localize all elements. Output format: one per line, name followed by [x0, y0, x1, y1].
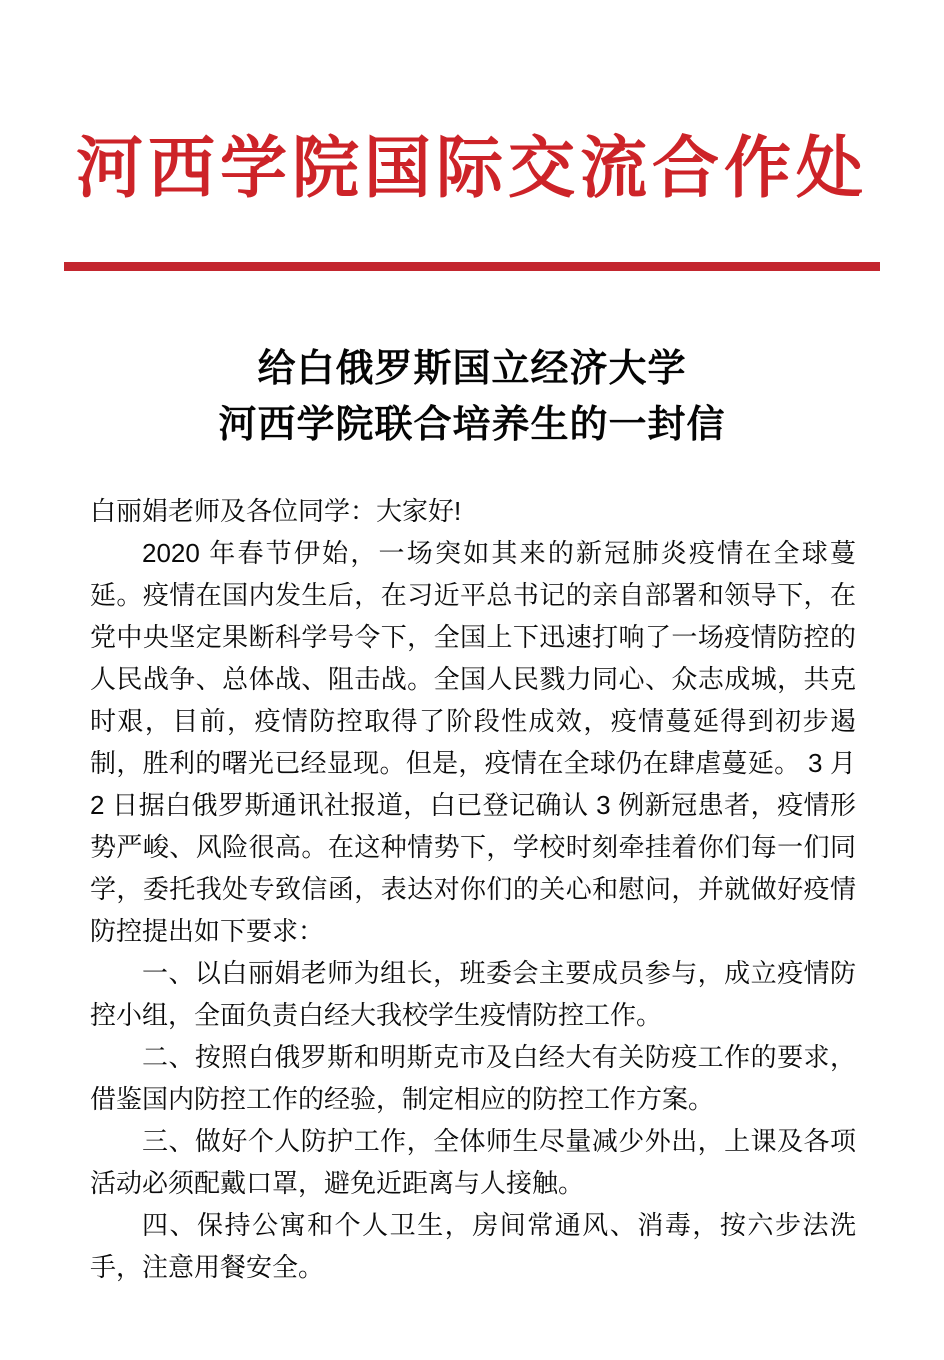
letter-body [90, 490, 856, 1288]
salutation: 白丽娟老师及各位同学：大家好! [90, 496, 462, 526]
directive-item-3: 三、做好个人防护工作，全体师生尽量减少外出，上课及各项活动必须配戴口罩，避免近距离与人接触。 [90, 1126, 856, 1198]
directive-item-4: 四、保持公寓和个人卫生，房间常通风、消毒，按六步法洗手，注意用餐安全。 [90, 1210, 856, 1282]
directive-item-1: 一、以白丽娟老师为组长，班委会主要成员参与，成立疫情防控小组，全面负责白经大我校学生疫情防控工作。 [90, 958, 856, 1030]
letterhead-divider-rule [64, 262, 880, 271]
letterhead-title: 河西学院国际交流合作处 [76, 132, 868, 206]
paragraph-intro: 2020 年春节伊始，一场突如其来的新冠肺炎疫情在全球蔓延。疫情在国内发生后，在习近平总书记的亲自部署和领导下，在党中央坚定果断科学号令下，全国上下迅速打响了一场疫情防控的人民战争、总体战、阻击战。全国人民戮力同心、众志成城，共克时艰，目前，疫情防控取得了阶段性成效，疫情蔓延得到初步遏制，胜利的曙光已经显现。但是，疫情在全球仍在肆虐蔓延。 3 月 2 日据白俄罗斯通讯社报道，白已登记确认 3 例新冠患者，疫情形势严峻、风险很高。在这种情势下，学校时刻牵挂着你们每一们同学，委托我处专致信函，表达对你们的关心和慰问，并就做好疫情防控提出如下要求： [90, 538, 856, 946]
document-title [0, 341, 944, 453]
directive-item-2: 二、按照白俄罗斯和明斯克市及白经大有关防疫工作的要求，借鉴国内防控工作的经验，制定相应的防控工作方案。 [90, 1042, 856, 1114]
document-title-line-1: 给白俄罗斯国立经济大学 [257, 348, 687, 390]
document-title-line-2: 河西学院联合培养生的一封信 [218, 404, 726, 446]
